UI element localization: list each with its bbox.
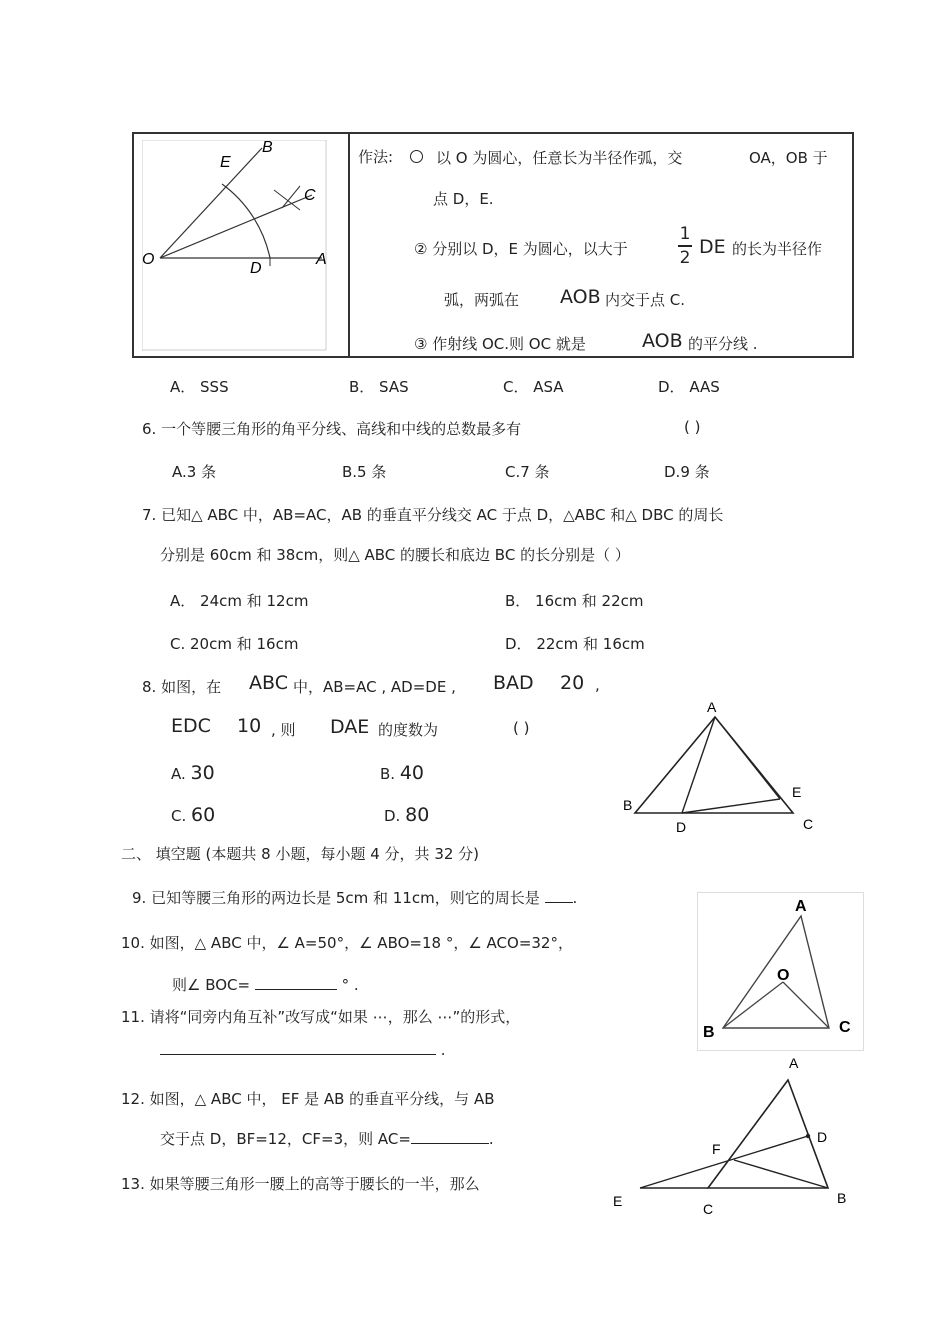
- q7-option-c[interactable]: C. 20cm 和 16cm: [170, 635, 299, 653]
- q8-comma: ,: [595, 676, 600, 694]
- q8-p4: 的度数为: [378, 721, 439, 739]
- q10-line2b: ° .: [341, 976, 359, 994]
- q12-line2: [160, 1128, 494, 1149]
- q5-step2a: ② 分别以 D，E 为圆心，以大于: [414, 240, 628, 258]
- fig12-label-C: C: [703, 1201, 714, 1217]
- fig10-label-A: A: [795, 898, 807, 915]
- q5-step1b: OA，OB 于: [749, 149, 828, 167]
- q5-step1c: 点 D，E.: [433, 190, 494, 208]
- table-divider: [348, 134, 350, 356]
- q8-dae: DAE: [330, 716, 370, 738]
- q8-p2: 中，AB=AC , AD=DE ,: [293, 678, 456, 696]
- q7-option-d[interactable]: D． 22cm 和 16cm: [505, 635, 645, 653]
- q10-line2a: 则∠ BOC=: [172, 976, 251, 994]
- q8-option-a-letter: A.: [171, 765, 186, 783]
- q8-option-a-value: 30: [190, 762, 215, 784]
- q5-step3b: AOB: [642, 330, 683, 352]
- q8-edc: EDC: [171, 715, 211, 737]
- fig10-label-B: B: [703, 1024, 715, 1041]
- fig8-label-B: B: [623, 797, 633, 813]
- fig5-label-O: O: [142, 251, 155, 268]
- q8-v20: 20: [560, 672, 585, 694]
- q5-step2b: DE: [699, 236, 726, 258]
- q6-option-b[interactable]: B.5 条: [342, 463, 387, 481]
- fig12-label-E: E: [613, 1193, 623, 1209]
- q6-option-d[interactable]: D.9 条: [664, 463, 710, 481]
- q8-p3: , 则: [271, 721, 296, 739]
- q8-abc: ABC: [249, 672, 288, 694]
- q8-answer-paren: ( ): [513, 719, 530, 737]
- q5-method-label: 作法:: [358, 148, 394, 166]
- q8-option-b[interactable]: [380, 762, 424, 784]
- q6-answer-paren: ( ): [684, 418, 701, 436]
- q8-p1: 8. 如图，在: [142, 678, 222, 696]
- q8-v10: 10: [237, 715, 262, 737]
- q12-line2a: 交于点 D，BF=12，CF=3，则 AC=: [160, 1130, 411, 1148]
- q5-step2e: AOB: [560, 286, 601, 308]
- q9-end: .: [572, 889, 578, 907]
- q7-option-b[interactable]: B． 16cm 和 22cm: [505, 592, 644, 610]
- q11-answer-blank[interactable]: [160, 1040, 436, 1055]
- q5-step1a: 以 O 为圆心，任意长为半径作弧，交: [436, 149, 683, 167]
- q8-option-d[interactable]: [384, 804, 429, 826]
- fig5-label-E: E: [220, 154, 231, 171]
- q8-figure: [615, 695, 825, 840]
- q10-line1: 10. 如图，△ ABC 中，∠ A=50°，∠ ABO=18 °，∠ ACO=32°，: [121, 934, 573, 952]
- fig5-label-A: A: [316, 251, 327, 268]
- q12-answer-blank[interactable]: [411, 1129, 489, 1144]
- q5-option-d[interactable]: D． AAS: [658, 378, 720, 396]
- q13-line1: 13. 如果等腰三角形一腰上的高等于腰长的一半，那么: [121, 1175, 480, 1193]
- q11-line1: 11. 请将“同旁内角互补”改写成“如果 ⋯，那么 ⋯”的形式，: [121, 1008, 521, 1026]
- fig12-label-A: A: [789, 1055, 799, 1071]
- fig12-label-B: B: [837, 1190, 847, 1206]
- q12-line1: 12. 如图，△ ABC 中， EF 是 AB 的垂直平分线，与 AB: [121, 1090, 495, 1108]
- fig8-label-E: E: [792, 784, 802, 800]
- q5-option-c[interactable]: C． ASA: [503, 378, 564, 396]
- q8-option-c[interactable]: [171, 804, 215, 826]
- q8-option-c-value: 60: [191, 804, 216, 826]
- q7-option-a[interactable]: A． 24cm 和 12cm: [170, 592, 309, 610]
- q5-step3c: 的平分线 .: [688, 335, 758, 353]
- q8-option-a[interactable]: [171, 762, 215, 784]
- fig12-label-D: D: [817, 1129, 828, 1145]
- q5-figure: [142, 140, 338, 352]
- q11-end: .: [440, 1041, 446, 1059]
- q7-line1: 7. 已知△ ABC 中，AB=AC，AB 的垂直平分线交 AC 于点 D，△ABC 和△ DBC 的周长: [142, 506, 724, 524]
- q9-stem: 9. 已知等腰三角形的两边长是 5cm 和 11cm，则它的周长是: [132, 889, 540, 907]
- q5-option-a[interactable]: A． SSS: [170, 378, 229, 396]
- q10-line2: [172, 974, 359, 995]
- q5-option-b[interactable]: B． SAS: [349, 378, 409, 396]
- fig5-label-B: B: [262, 140, 273, 156]
- fig8-label-D: D: [676, 819, 687, 835]
- q8-option-d-value: 80: [405, 804, 430, 826]
- fig5-label-C: C: [304, 187, 316, 204]
- q6-option-c[interactable]: C.7 条: [505, 463, 550, 481]
- q8-option-c-letter: C.: [171, 807, 187, 825]
- fig8-label-A: A: [707, 699, 717, 715]
- q9-answer-blank[interactable]: [545, 888, 573, 903]
- q5-step2d: 弧，两弧在: [444, 291, 520, 309]
- q6-option-a[interactable]: A.3 条: [172, 463, 217, 481]
- fig5-label-D: D: [250, 260, 262, 277]
- fig10-label-O: O: [777, 967, 790, 984]
- q12-figure: [600, 1050, 870, 1220]
- q11-line2: [160, 1040, 446, 1059]
- q8-bad: BAD: [493, 672, 534, 694]
- q7-line2: 分别是 60cm 和 38cm，则△ ABC 的腰长和底边 BC 的长分别是（ ）: [160, 546, 630, 564]
- q9-text: [132, 887, 577, 908]
- fig8-label-C: C: [803, 816, 814, 832]
- q5-step3a: ③ 作射线 OC.则 OC 就是: [414, 335, 586, 353]
- frac-numerator: 1: [679, 224, 691, 244]
- fig10-label-C: C: [839, 1019, 851, 1036]
- section2-heading: 二、 填空题 (本题共 8 小题，每小题 4 分，共 32 分): [121, 845, 480, 863]
- q8-option-b-letter: B.: [380, 765, 396, 783]
- q12-line2b: .: [488, 1130, 494, 1148]
- q5-step2f: 内交于点 C.: [605, 291, 686, 309]
- q8-option-d-letter: D.: [384, 807, 401, 825]
- q10-figure: [697, 892, 865, 1052]
- half-fraction: [678, 224, 692, 268]
- frac-denominator: 2: [679, 247, 691, 268]
- q5-step2c: 的长为半径作: [732, 240, 823, 258]
- fig12-label-F: F: [712, 1141, 721, 1157]
- q8-option-b-value: 40: [399, 762, 425, 784]
- q10-answer-blank[interactable]: [255, 975, 337, 990]
- q6-stem: 6. 一个等腰三角形的角平分线、高线和中线的总数最多有: [142, 420, 522, 438]
- circle-one-icon: [410, 148, 426, 166]
